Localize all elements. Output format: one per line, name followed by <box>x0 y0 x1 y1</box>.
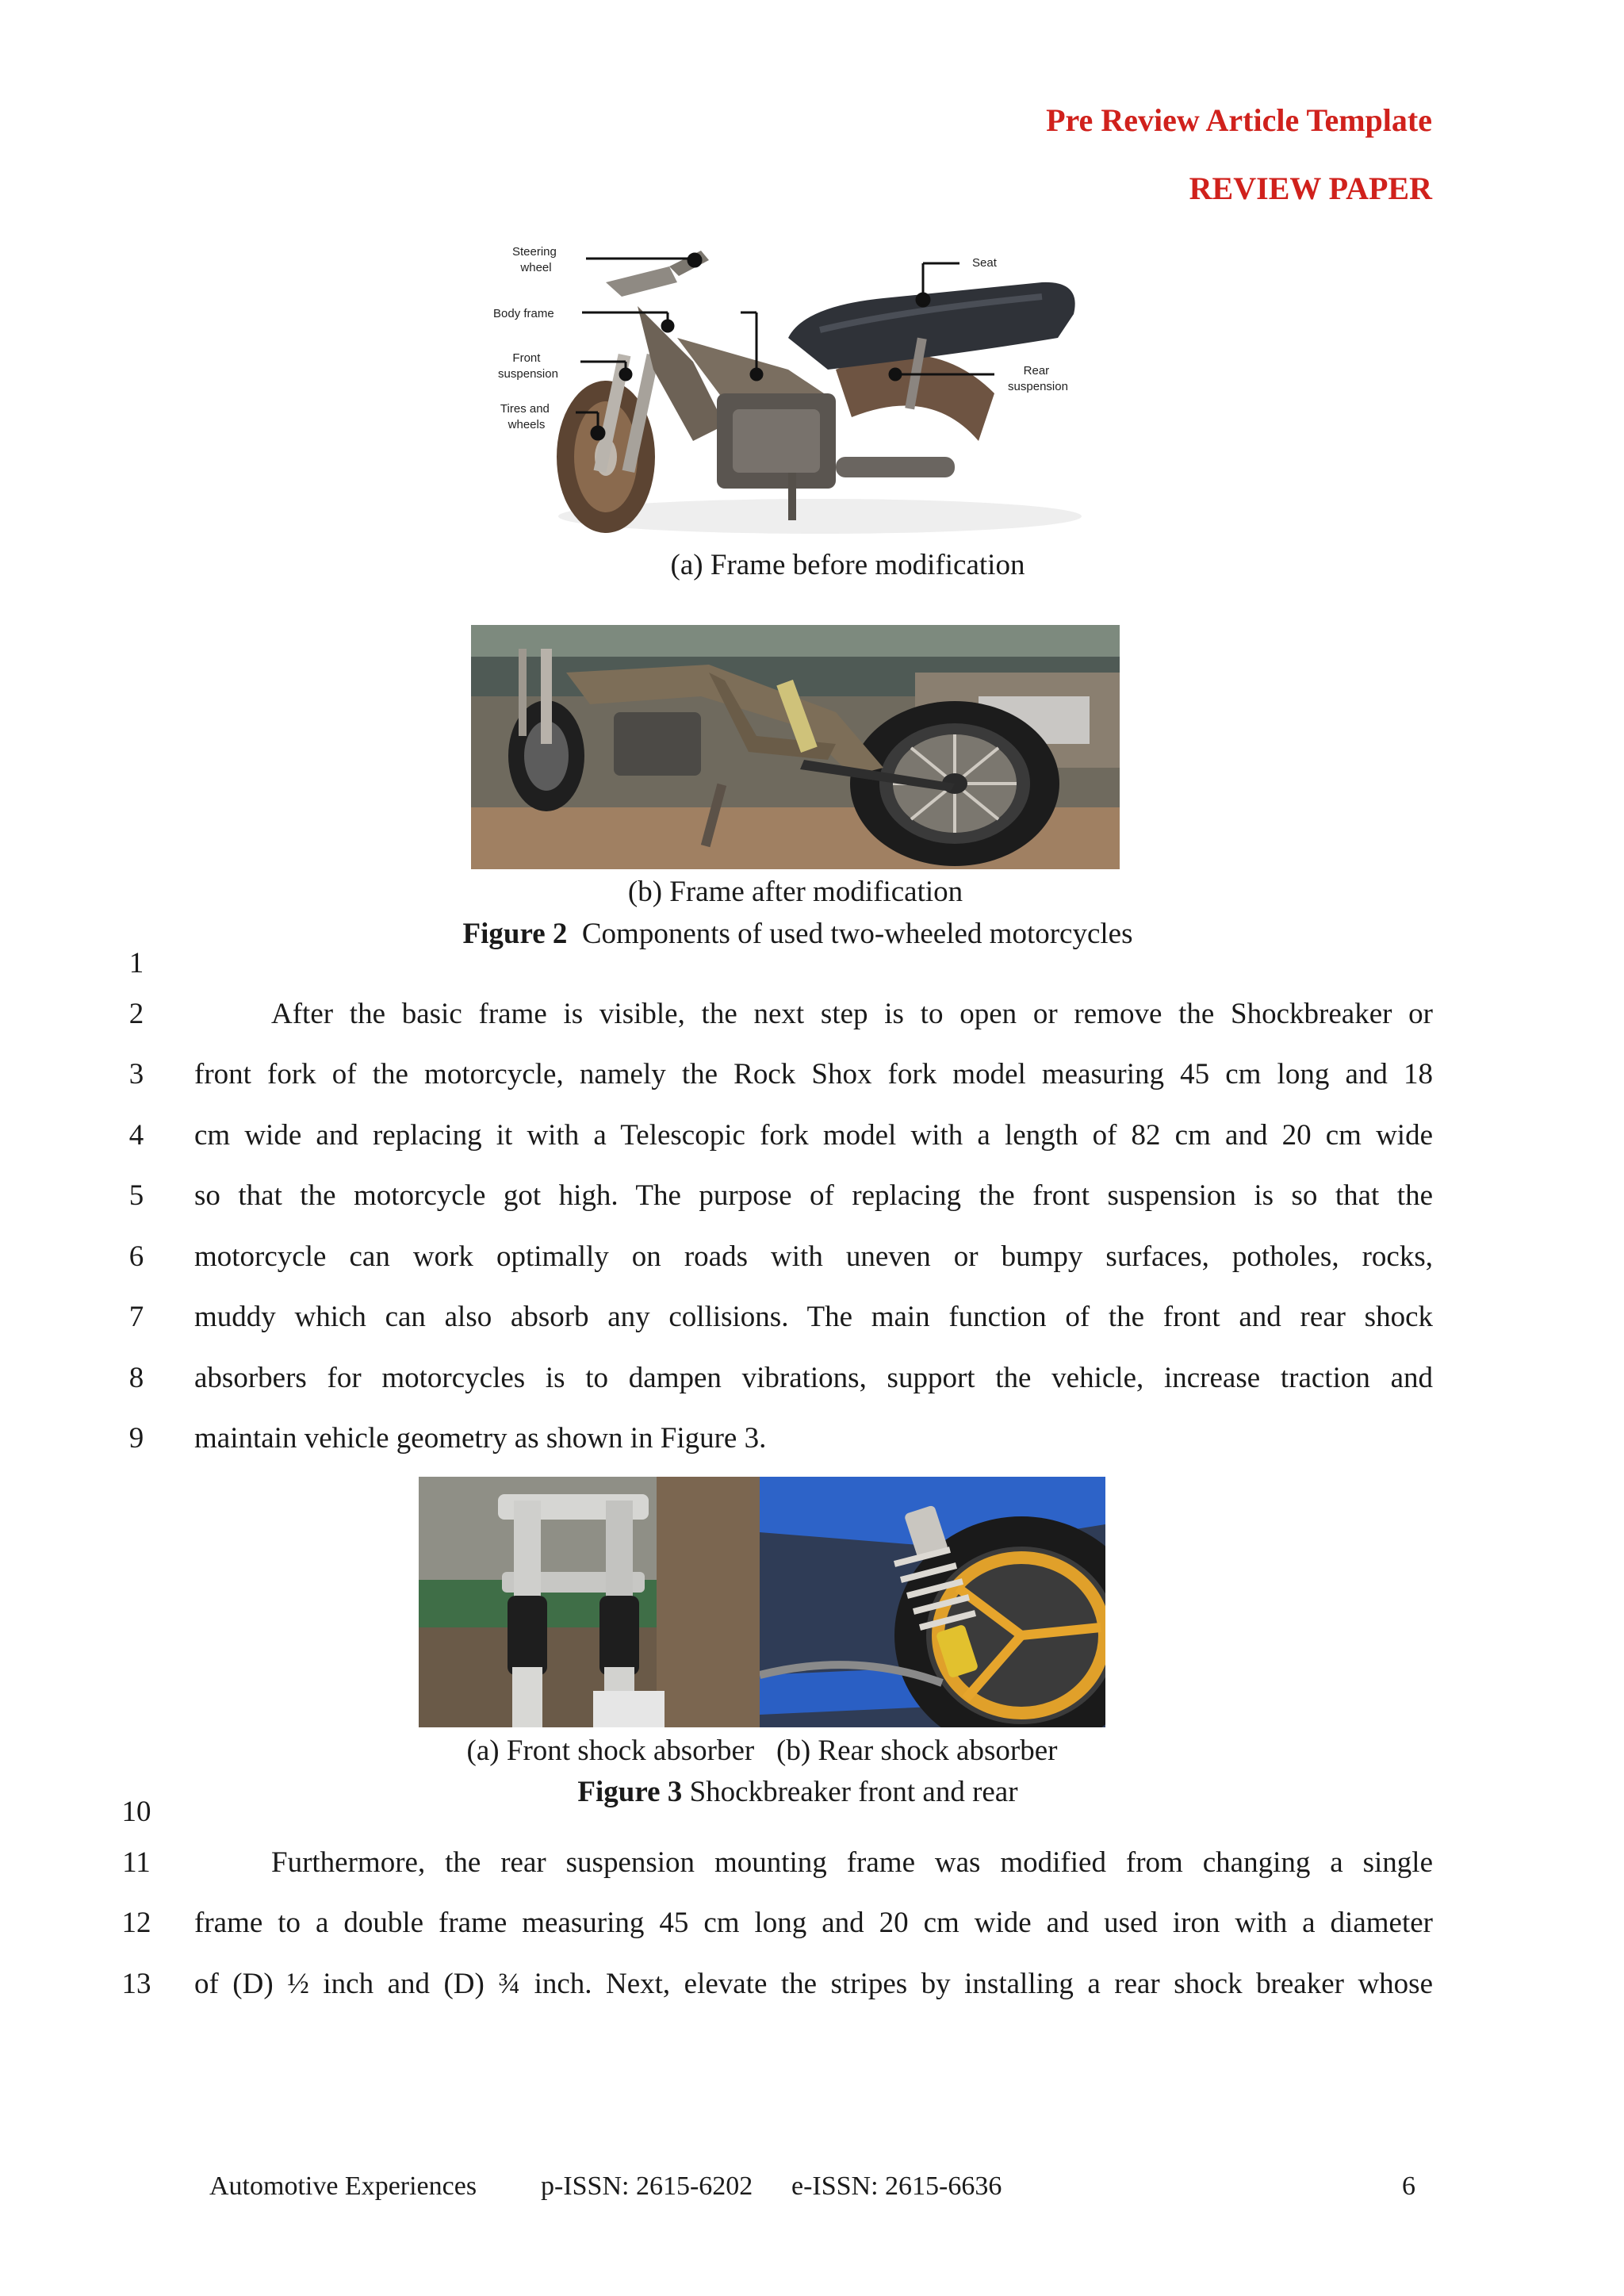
footer-pissn: p-ISSN: 2615-6202 <box>541 2171 753 2201</box>
figure-2-label: Figure 2 <box>462 918 568 950</box>
label-rear-susp-line2: suspension <box>1008 380 1068 393</box>
label-front-susp-line2: suspension <box>498 367 558 381</box>
figure-2b-caption: (b) Frame after modification <box>627 876 963 908</box>
line-number: 4 <box>128 1119 144 1152</box>
running-header-type: REVIEW PAPER <box>1189 171 1432 206</box>
body-text-line: After the basic frame is visible, the next step is to open or remove the Shockbreaker or <box>271 998 1433 1030</box>
figure-3b-caption: (b) Rear shock absorber <box>776 1734 1058 1767</box>
figure-3b-image <box>760 1477 1105 1727</box>
body-text-line: maintain vehicle geometry as shown in Figure 3. <box>194 1422 767 1455</box>
label-steering-line2: wheel <box>520 261 552 274</box>
body-text-line: muddy which can also absorb any collisions. The main function of the front and rear shock <box>194 1301 1433 1333</box>
body-text-line: cm wide and replacing it with a Telescopic fork model with a length of 82 cm and 20 cm wide <box>194 1119 1433 1152</box>
line-number: 2 <box>128 998 144 1030</box>
running-header-title: Pre Review Article Template <box>1046 102 1432 138</box>
footer-journal: Automotive Experiences <box>209 2171 477 2201</box>
figure-2-caption <box>238 919 1358 949</box>
body-text-line: motorcycle can work optimally on roads with uneven or bumpy surfaces, potholes, rocks, <box>194 1240 1433 1273</box>
figure-3-caption-text: Shockbreaker front and rear <box>689 1776 1018 1808</box>
footer-page-number: 6 <box>1402 2171 1415 2201</box>
line-number: 9 <box>128 1422 144 1455</box>
figure-3-subcaptions <box>419 1736 1105 1765</box>
line-number: 7 <box>128 1301 144 1333</box>
line-number: 11 <box>122 1846 151 1879</box>
line-number: 3 <box>128 1058 144 1091</box>
figure-2a-caption: (a) Frame before modification <box>670 549 1025 581</box>
footer-eissn: e-ISSN: 2615-6636 <box>791 2171 1002 2201</box>
body-text-line: frame to a double frame measuring 45 cm long and 20 cm wide and used iron with a diameter <box>194 1907 1433 1939</box>
figure-2-caption-text: Components of used two-wheeled motorcycles <box>581 918 1133 950</box>
figure-3-caption <box>238 1777 1358 1807</box>
label-tires-line1: Tires and <box>500 402 550 416</box>
body-text-line: front fork of the motorcycle, namely the Rock Shox fork model measuring 45 cm long and 18 <box>194 1058 1433 1091</box>
line-number: 5 <box>128 1179 144 1212</box>
line-number: 8 <box>128 1362 144 1394</box>
line-number: 1 <box>128 947 144 979</box>
line-number: 12 <box>121 1907 151 1939</box>
figure-2b-image <box>471 625 1120 869</box>
label-body-frame: Body frame <box>493 307 554 320</box>
body-text-line: absorbers for motorcycles is to dampen vibrations, support the vehicle, increase traction and <box>194 1362 1433 1394</box>
figure-3-label: Figure 3 <box>577 1776 683 1808</box>
label-seat: Seat <box>972 256 997 270</box>
label-rear-susp-line1: Rear <box>1023 364 1050 378</box>
line-number: 6 <box>128 1240 144 1273</box>
line-number: 10 <box>121 1796 151 1828</box>
figure-3a-caption: (a) Front shock absorber <box>466 1734 755 1767</box>
label-tires-line2: wheels <box>508 418 546 431</box>
body-text-line: so that the motorcycle got high. The purpose of replacing the front suspension is so that the <box>194 1179 1433 1212</box>
body-text-line: of (D) ½ inch and (D) ¾ inch. Next, elevate the stripes by installing a rear shock breaker whose <box>194 1968 1433 2000</box>
line-number: 13 <box>121 1968 151 2000</box>
figure-3a-image <box>419 1477 760 1727</box>
figure-2a-image <box>487 235 1121 536</box>
body-text-line: Furthermore, the rear suspension mounting frame was modified from changing a single <box>271 1846 1433 1879</box>
label-steering-line1: Steering <box>511 245 557 259</box>
label-front-susp-line1: Front <box>512 351 541 365</box>
